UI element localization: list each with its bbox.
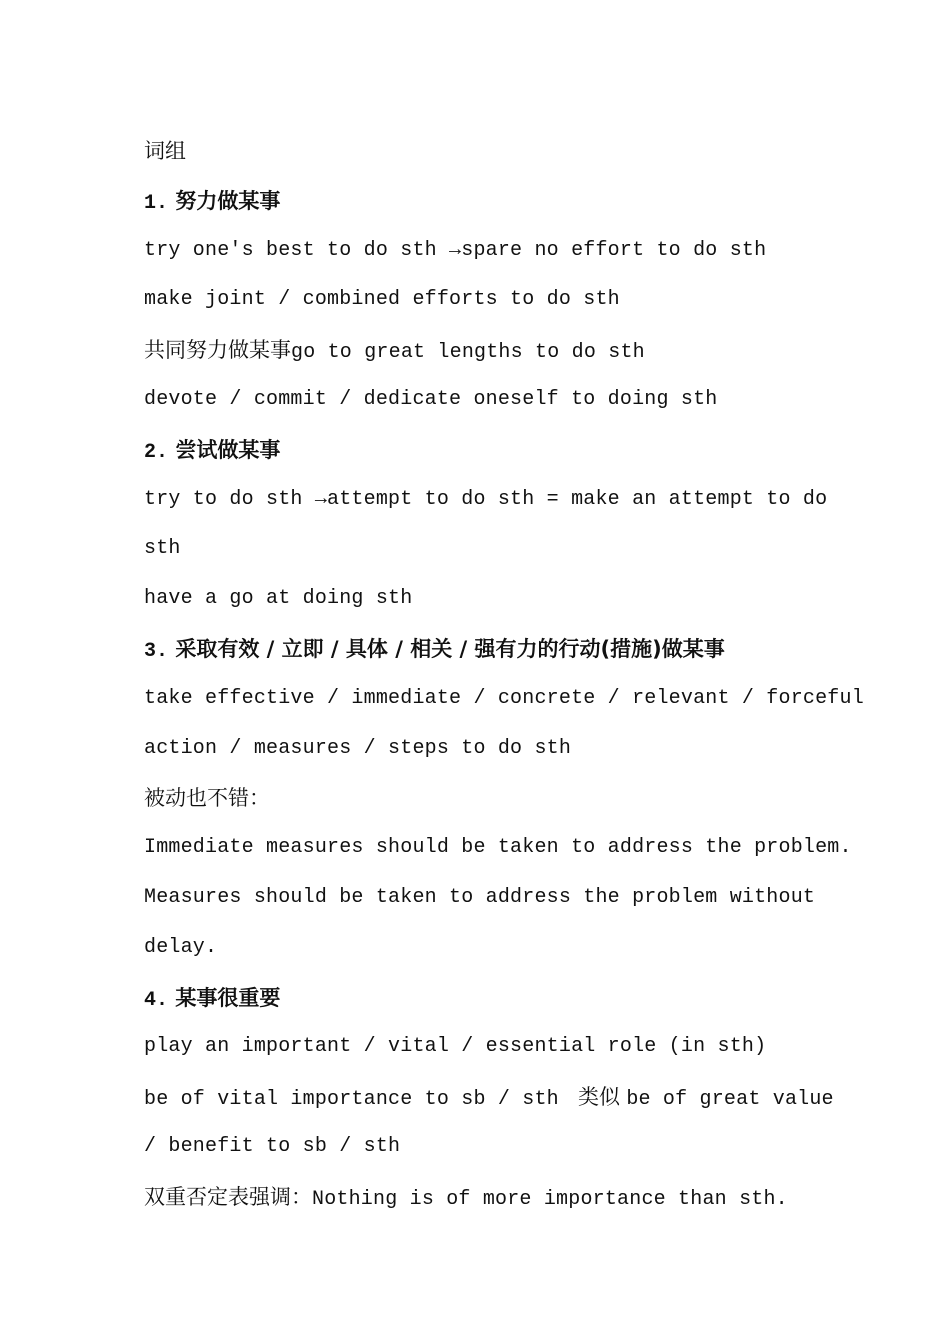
phrase-line-mixed	[144, 334, 824, 384]
section-number: 1.	[144, 191, 169, 215]
phrase-line: have a go at doing sth	[144, 587, 413, 611]
section-heading-4	[144, 982, 824, 1032]
phrase-line: try to do sth →attempt to do sth = make an attempt to do	[144, 487, 828, 511]
phrase-line: / benefit to sb / sth	[144, 1134, 401, 1158]
example-sentence: delay.	[144, 935, 218, 959]
english-phrase: be of vital importance to sb / sth	[144, 1088, 559, 1112]
section-title: 某事很重要	[175, 985, 281, 1010]
phrase-line: take effective / immediate / concrete / relevant / forceful	[144, 686, 864, 710]
page-title: 词组	[144, 139, 186, 163]
chinese-gloss: 共同努力做某事	[144, 338, 291, 363]
chinese-gloss: 类似	[577, 1085, 620, 1110]
chinese-gloss: 双重否定表强调：	[144, 1184, 312, 1209]
section-title: 尝试做某事	[175, 437, 281, 462]
english-phrase: be of great value	[626, 1088, 834, 1112]
example-sentence: Immediate measures should be taken to address the problem.	[144, 836, 852, 860]
section-heading-2	[144, 434, 824, 484]
phrase-line: try one's best to do sth →spare no effort to do sth	[144, 238, 767, 262]
phrase-line: make joint / combined efforts to do sth	[144, 288, 620, 312]
section-heading-1	[144, 185, 824, 235]
example-sentence: Measures should be taken to address the problem without	[144, 885, 816, 909]
section-number: 3.	[144, 639, 169, 663]
phrase-line: action / measures / steps to do sth	[144, 736, 572, 760]
section-heading-3	[144, 633, 824, 683]
section-title: 采取有效 / 立即 / 具体 / 相关 / 强有力的行动(措施)做某事	[175, 636, 725, 661]
phrase-line: sth	[144, 537, 181, 561]
phrase-line: devote / commit / dedicate oneself to doing sth	[144, 387, 718, 411]
document-page	[144, 135, 864, 1231]
english-phrase: go to great lengths to do sth	[291, 341, 645, 365]
phrase-line: play an important / vital / essential role (in sth)	[144, 1035, 767, 1059]
phrase-line-mixed	[144, 1081, 834, 1131]
phrase-line-mixed	[144, 1181, 824, 1231]
section-number: 2.	[144, 440, 169, 464]
section-number: 4.	[144, 988, 169, 1012]
english-phrase: Nothing is of more importance than sth.	[312, 1187, 788, 1211]
note-line: 被动也不错：	[144, 786, 270, 811]
section-title: 努力做某事	[175, 188, 281, 213]
